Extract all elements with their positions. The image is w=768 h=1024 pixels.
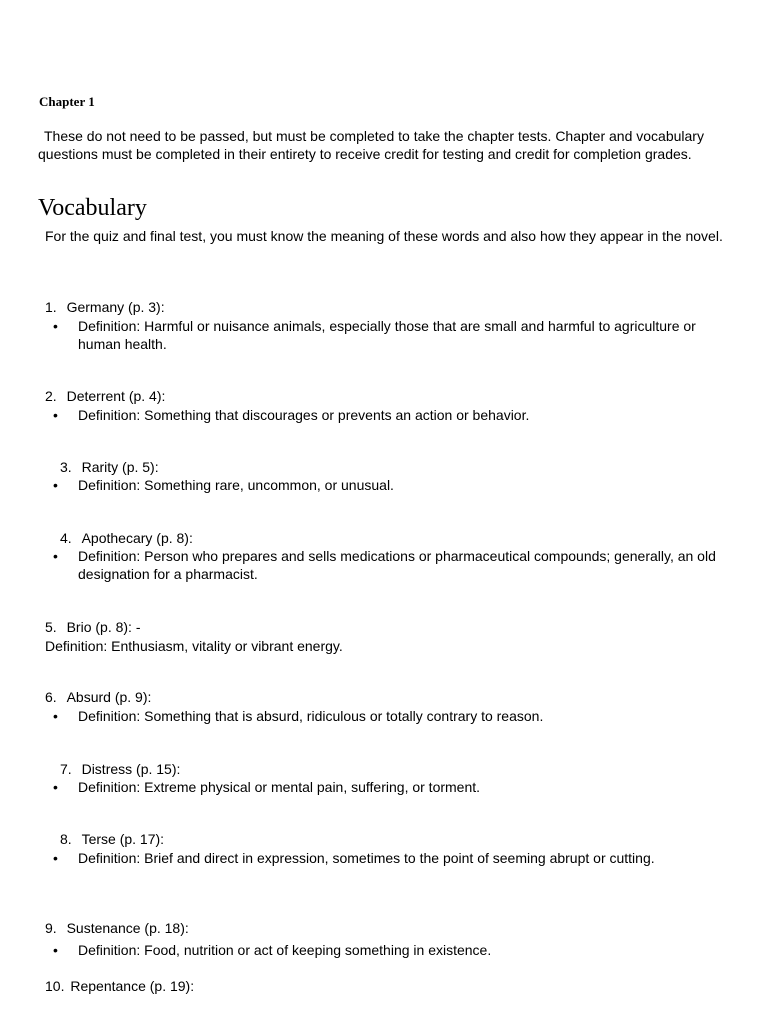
term-number: 9. (45, 920, 57, 936)
term-word: Terse (p. 17): (81, 831, 165, 847)
term-item-2 (45, 387, 165, 405)
definition-item-2 (53, 406, 733, 424)
term-item-4 (60, 529, 193, 547)
definition-text: Definition: Something rare, uncommon, or unusual. (78, 477, 394, 493)
term-item-9 (45, 919, 189, 937)
definition-item-3 (53, 476, 733, 494)
term-number: 1. (45, 299, 57, 315)
definition-item-1 (53, 317, 733, 353)
bullet-icon: • (53, 708, 58, 724)
bullet-icon: • (53, 477, 58, 493)
intro-paragraph: These do not need to be passed, but must be completed to take the chapter tests. Chapter and vocabulary questions must be completed in their entirety to receive credit for testing and credit for completion grades. (38, 128, 704, 162)
term-item-3 (60, 458, 159, 476)
definition-text: Definition: Extreme physical or mental pain, suffering, or torment. (78, 779, 481, 795)
definition-item-5: Definition: Enthusiasm, vitality or vibrant energy. (45, 638, 343, 654)
vocabulary-intro: For the quiz and final test, you must know the meaning of these words and also how they appear in the novel. (45, 228, 723, 244)
term-word: Rarity (p. 5): (81, 459, 159, 475)
definition-item-8 (53, 849, 733, 867)
bullet-icon: • (53, 407, 58, 423)
term-word: Distress (p. 15): (81, 761, 181, 777)
definition-item-7 (53, 778, 733, 796)
definition-text: Definition: Food, nutrition or act of keeping something in existence. (78, 942, 492, 958)
definition-item-9 (53, 941, 733, 959)
term-item-10 (45, 977, 194, 995)
term-word: Deterrent (p. 4): (66, 388, 166, 404)
term-number: 4. (60, 530, 72, 546)
term-word: Sustenance (p. 18): (66, 920, 189, 936)
term-number: 3. (60, 459, 72, 475)
term-word: Germany (p. 3): (66, 299, 165, 315)
bullet-icon: • (53, 318, 58, 334)
term-number: 10. (45, 978, 65, 994)
term-number: 7. (60, 761, 72, 777)
term-item-8 (60, 830, 164, 848)
bullet-icon: • (53, 779, 58, 795)
definition-text: Definition: Harmful or nuisance animals, especially those that are small and harmful to agriculture or human health. (78, 318, 696, 352)
term-number: 8. (60, 831, 72, 847)
chapter-title: Chapter 1 (39, 94, 95, 109)
definition-text: Definition: Something that is absurd, ridiculous or totally contrary to reason. (78, 708, 544, 724)
term-word: Repentance (p. 19): (70, 978, 195, 994)
term-item-6 (45, 688, 151, 706)
bullet-icon: • (53, 850, 58, 866)
definition-item-4 (53, 547, 733, 583)
term-item-7 (60, 760, 180, 778)
term-word: Apothecary (p. 8): (81, 530, 193, 546)
term-word: Absurd (p. 9): (66, 689, 152, 705)
term-item-1 (45, 298, 165, 316)
term-item-5 (45, 618, 140, 636)
definition-text: Definition: Something that discourages or prevents an action or behavior. (78, 407, 530, 423)
definition-text: Definition: Person who prepares and sells medications or pharmaceutical compounds; generally, an old designation for a pharmacist. (78, 548, 716, 582)
vocabulary-heading: Vocabulary (38, 195, 147, 221)
term-number: 2. (45, 388, 57, 404)
term-number: 5. (45, 619, 57, 635)
term-word: Brio (p. 8): - (66, 619, 141, 635)
definition-item-6 (53, 707, 733, 725)
bullet-icon: • (53, 942, 58, 958)
term-number: 6. (45, 689, 57, 705)
bullet-icon: • (53, 548, 58, 564)
definition-text: Definition: Brief and direct in expression, sometimes to the point of seeming abrupt or cutting. (78, 850, 655, 866)
